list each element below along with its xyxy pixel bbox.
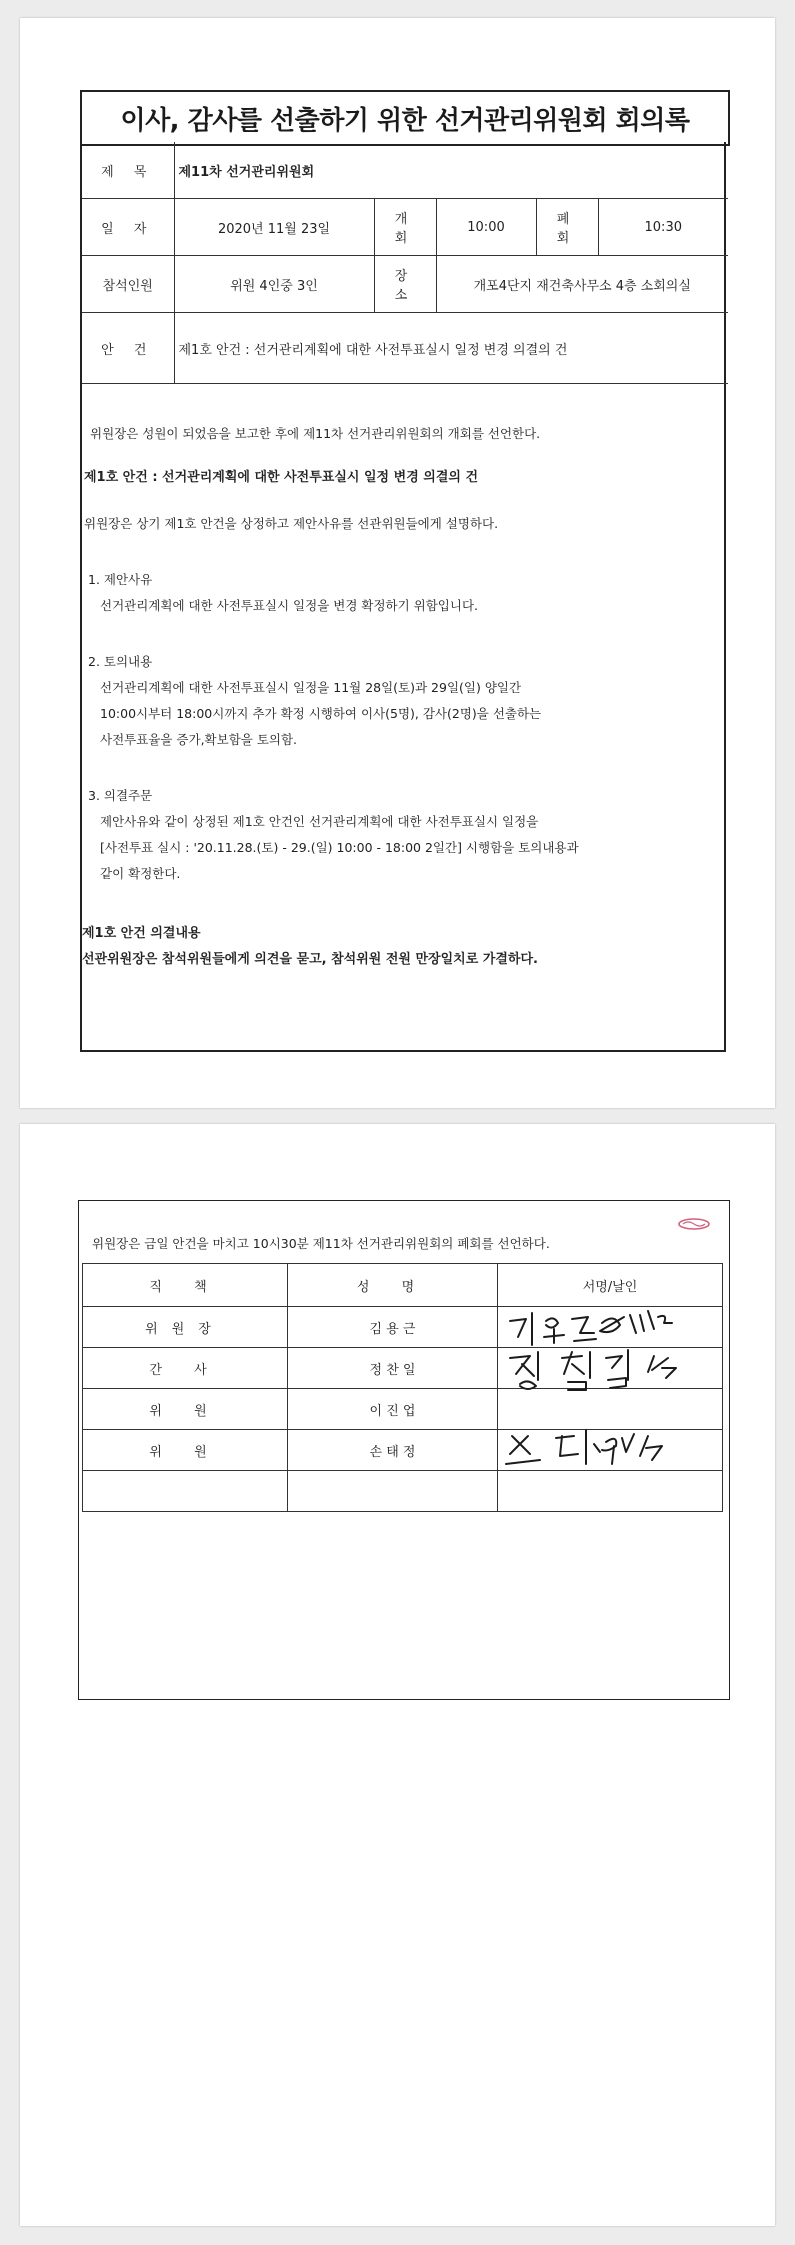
section-3-line-2: [사전투표 실시 : '20.11.28.(토) - 29.(일) 10:00 - 18:00 2일간] 시행함을 토의내용과 <box>100 840 579 855</box>
place-value: 개포4단지 재건축사무소 4층 소회의실 <box>436 256 728 313</box>
row-2-role: 간 사 <box>83 1348 288 1389</box>
agenda-label: 안 건 <box>82 313 174 384</box>
info-table <box>82 142 728 384</box>
title-box <box>80 90 730 146</box>
row-4-signature-cell <box>498 1430 723 1471</box>
section-1-line-1: 선거관리계획에 대한 사전투표실시 일정을 변경 확정하기 위함입니다. <box>100 598 478 613</box>
explanation-text: 위원장은 상기 제1호 안건을 상정하고 제안사유를 선관위원들에게 설명하다. <box>84 516 499 531</box>
opening-statement: 위원장은 성원이 되었음을 보고한 후에 제11차 선거관리위원회의 개회를 선언한다. <box>90 426 541 441</box>
header-name: 성 명 <box>288 1264 498 1307</box>
row-1-role: 위원장 <box>83 1307 288 1348</box>
subject-label: 제 목 <box>82 142 174 199</box>
minutes-frame <box>80 142 726 1052</box>
section-2-line-3: 사전투표율을 증가,확보함을 토의함. <box>100 732 298 747</box>
date-label: 일 자 <box>82 199 174 256</box>
document-title: 이사, 감사를 선출하기 위한 선거관리위원회 회의록 <box>120 105 690 136</box>
open-time-label: 개 회 <box>374 199 436 256</box>
signature-table <box>82 1263 723 1512</box>
row-2-name: 정 찬 일 <box>288 1348 498 1389</box>
row-3-name: 이 진 업 <box>288 1389 498 1430</box>
row-3-role: 위 원 <box>83 1389 288 1430</box>
attendees-label: 참석인원 <box>82 256 174 313</box>
stamp-mark-icon <box>677 1217 711 1231</box>
row-4-role: 위 원 <box>83 1430 288 1471</box>
section-3-title: 3. 의결주문 <box>88 788 153 803</box>
open-time-value: 10:00 <box>436 199 536 256</box>
header-signature: 서명/날인 <box>498 1264 723 1307</box>
row-1-name: 김 용 근 <box>288 1307 498 1348</box>
subject-value: 제11차 선거관리위원회 <box>174 142 728 199</box>
table-row <box>83 1430 723 1471</box>
table-row <box>83 1348 723 1389</box>
table-row <box>83 1471 723 1512</box>
section-3-line-1: 제안사유와 같이 상정된 제1호 안건인 선거관리계획에 대한 사전투표실시 일정을 <box>100 814 539 829</box>
signature-4-icon <box>502 1416 702 1478</box>
signature-2-icon <box>502 1334 702 1396</box>
document-page-2 <box>20 1124 775 2226</box>
result-text: 선관위원장은 참석위원들에게 의견을 묻고, 참석위원 전원 만장일치로 가결하다. <box>82 952 538 967</box>
row-5-signature-cell <box>498 1471 723 1512</box>
close-time-value: 10:30 <box>598 199 728 256</box>
result-heading: 제1호 안건 의결내용 <box>82 926 201 941</box>
row-4-name: 손 태 정 <box>288 1430 498 1471</box>
closing-frame <box>78 1200 730 1700</box>
section-2-title: 2. 토의내용 <box>88 654 153 669</box>
header-position: 직 책 <box>83 1264 288 1307</box>
document-page-1 <box>20 18 775 1108</box>
row-2-signature-cell <box>498 1348 723 1389</box>
agenda-heading: 제1호 안건 : 선거관리계획에 대한 사전투표실시 일정 변경 의결의 건 <box>84 470 479 485</box>
agenda-value: 제1호 안건 : 선거관리계획에 대한 사전투표실시 일정 변경 의결의 건 <box>174 313 728 384</box>
close-time-label: 폐 회 <box>536 199 598 256</box>
section-2-line-1: 선거관리계획에 대한 사전투표실시 일정을 11월 28일(토)과 29일(일) 양일간 <box>100 680 522 695</box>
date-value: 2020년 11월 23일 <box>174 199 374 256</box>
section-3-line-3: 같이 확정한다. <box>100 866 181 881</box>
section-1-title: 1. 제안사유 <box>88 572 153 587</box>
place-label: 장 소 <box>374 256 436 313</box>
attendees-value: 위원 4인중 3인 <box>174 256 374 313</box>
row-5-name <box>288 1471 498 1512</box>
row-5-role <box>83 1471 288 1512</box>
section-2-line-2: 10:00시부터 18:00시까지 추가 확정 시행하여 이사(5명), 감사(2명)을 선출하는 <box>100 706 542 721</box>
closing-statement: 위원장은 금일 안건을 마치고 10시30분 제11차 선거관리위원회의 폐회를 선언하다. <box>92 1235 550 1251</box>
